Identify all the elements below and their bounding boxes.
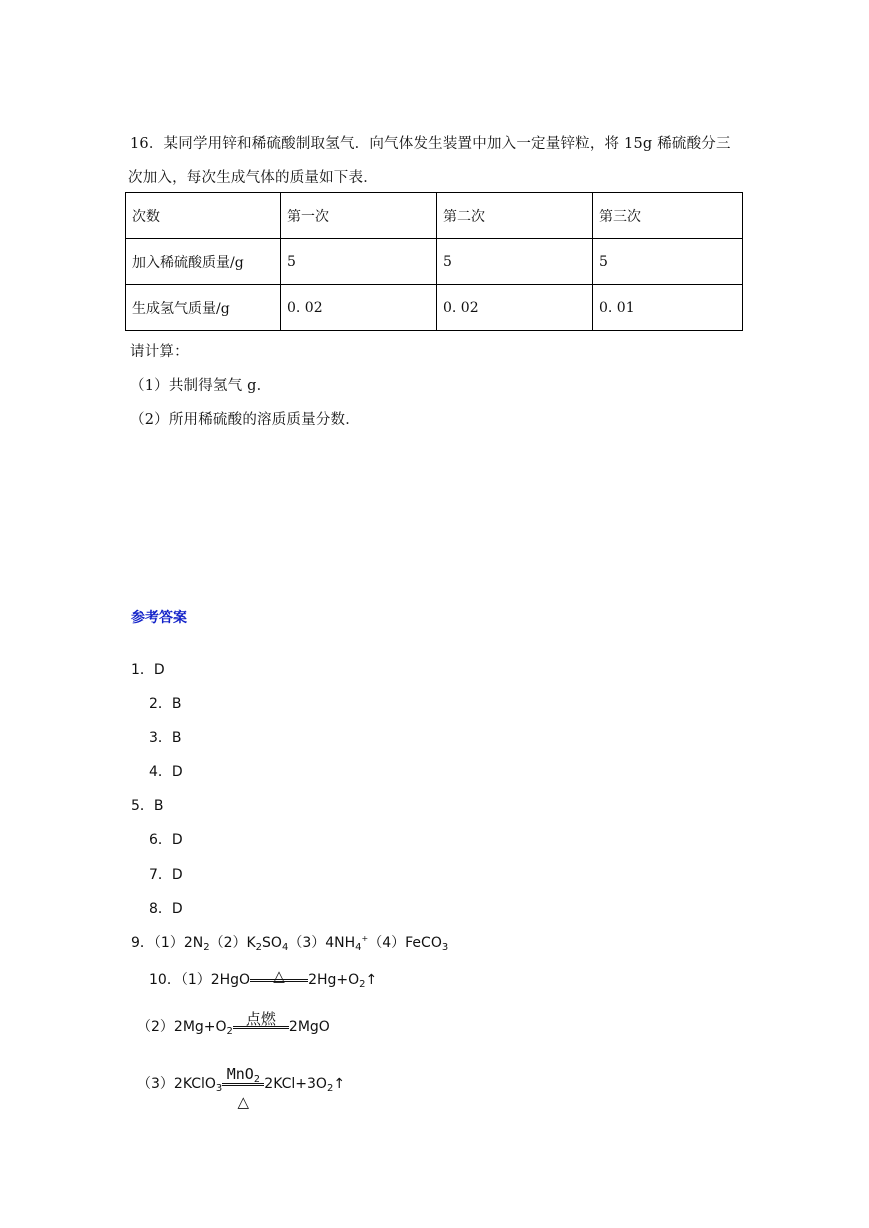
answer-item: 7．D [149, 867, 183, 883]
table-row [126, 285, 743, 331]
table-cell: 0. 01 [593, 285, 743, 331]
answer-text: 2Hg+O [308, 972, 360, 988]
table-cell: 第二次 [437, 193, 593, 239]
subscript: 2 [226, 1026, 233, 1037]
answer-item: 4．D [149, 764, 183, 780]
table-cell: 0. 02 [281, 285, 437, 331]
table-cell: 生成氢气质量/g [126, 285, 281, 331]
table-cell: 0. 02 [437, 285, 593, 331]
table-row [126, 239, 743, 285]
equals-bar [250, 979, 308, 982]
answer-item: 5．B [131, 798, 164, 814]
sub-question-2: （2）所用稀硫酸的溶质质量分数． [130, 412, 360, 428]
table-row [126, 193, 743, 239]
answer-text: 9．（1）2N [131, 935, 204, 951]
question-line-1: 16．某同学用锌和稀硫酸制取氢气．向气体发生装置中加入一定量锌粒，将 15g 稀硫酸分三 [130, 136, 731, 152]
subscript: 2 [203, 942, 210, 953]
table-cell: 5 [437, 239, 593, 285]
data-table [125, 192, 743, 331]
condition-ignite: 点燃 [245, 1010, 276, 1028]
answer-text: SO [262, 935, 282, 951]
answer-item-9 [131, 932, 448, 953]
answers-title: 参考答案 [131, 610, 187, 626]
answer-item: 3．B [149, 730, 182, 746]
table-cell: 次数 [126, 193, 281, 239]
subscript: 2 [253, 1074, 260, 1085]
subscript: 4 [281, 942, 289, 953]
answer-item: 6．D [149, 832, 183, 848]
gas-arrow: ↑ [333, 1076, 346, 1092]
condition-heat: △ [237, 1093, 250, 1111]
answer-item: 2．B [149, 696, 182, 712]
equals-bar [233, 1026, 289, 1029]
subscript: 2 [359, 979, 366, 990]
answer-text: （3）4NH [288, 935, 356, 951]
answer-text: （4）FeCO [368, 935, 442, 951]
sub-question-1: （1）共制得氢气 g． [130, 378, 272, 394]
subscript: 3 [441, 942, 449, 953]
answer-item: 8．D [149, 901, 183, 917]
gas-arrow: ↑ [365, 972, 378, 988]
answer-item: 1．D [131, 662, 165, 678]
answer-item-10-line-1 [149, 969, 377, 990]
table-cell: 5 [593, 239, 743, 285]
table-cell: 第一次 [281, 193, 437, 239]
answer-text: 2MgO [288, 1019, 330, 1035]
subscript: 4 [355, 942, 362, 953]
question-line-2: 次加入，每次生成气体的质量如下表． [128, 170, 378, 186]
answer-text: （3）2KClO [137, 1076, 216, 1092]
subscript: 2 [255, 942, 263, 953]
answer-item-10-line-2 [137, 1010, 330, 1037]
table-cell: 第三次 [593, 193, 743, 239]
reaction-condition [233, 1010, 289, 1031]
table-cell: 加入稀硫酸质量/g [126, 239, 281, 285]
reaction-condition [222, 1065, 264, 1111]
superscript: + [361, 934, 369, 943]
condition-heat: △ [273, 967, 285, 985]
answer-text: 2KCl+3O [264, 1076, 327, 1092]
reaction-condition [250, 967, 308, 985]
answer-text: （2）K [209, 935, 256, 951]
subscript: 3 [215, 1083, 223, 1094]
answer-item-10-line-3 [137, 1065, 346, 1111]
subscript: 2 [326, 1083, 334, 1094]
answer-text: （2）2Mg+O [137, 1019, 227, 1035]
calc-prompt: 请计算： [130, 344, 189, 360]
answer-text: 10．（1）2HgO [149, 972, 251, 988]
table-cell: 5 [281, 239, 437, 285]
catalyst-text: MnO [226, 1065, 254, 1083]
equals-bar [222, 1083, 264, 1086]
